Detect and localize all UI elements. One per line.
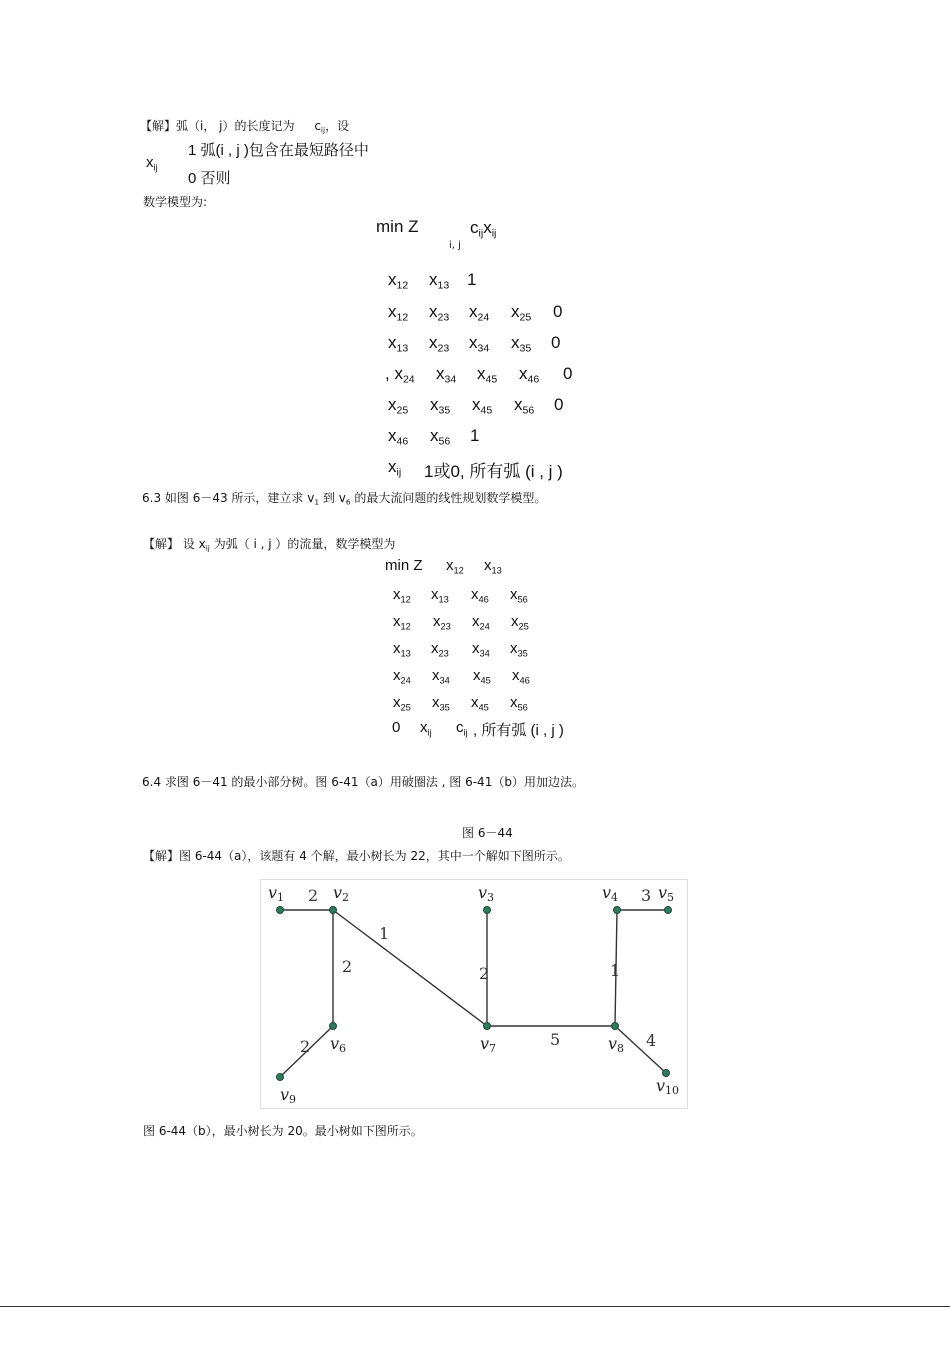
edge-weight: 1 <box>379 924 390 943</box>
intro-text: 【解】弧（i， j）的长度记为 <box>140 119 295 133</box>
math-term: , $x_{24}$ <box>385 364 415 386</box>
math-term: $x_{13}$ <box>429 270 450 292</box>
node-v3 <box>484 907 491 914</box>
math-term: $x_{35}$ <box>510 640 528 659</box>
math-term: 0 <box>563 364 573 383</box>
node-label-v3: v3 <box>478 883 495 904</box>
math-term: $x_{35}$ <box>430 395 451 417</box>
math-term: $x_{46}$ <box>512 667 530 686</box>
math-term: $x_{13}$ <box>388 333 409 355</box>
math-term: $x_{25}$ <box>511 302 532 324</box>
footer-text: 图 6-44（b），最小树长为 20。最小树如下图所示。 <box>143 1124 423 1138</box>
math-term: , 所有弧 (i , j ) <box>473 722 564 739</box>
math-term: $x_{13}$ <box>484 557 502 576</box>
node-label-v1: v1 <box>268 883 285 904</box>
math-term: 0 <box>551 333 561 352</box>
edge-weight: 3 <box>641 886 652 905</box>
edge-weight: 4 <box>646 1031 657 1050</box>
node-v8 <box>612 1023 619 1030</box>
math-term: $x_{56}$ <box>510 694 528 713</box>
edge-weight: 5 <box>550 1030 561 1049</box>
bottom-divider <box>0 1306 950 1307</box>
math-term: $x_{45}$ <box>477 364 498 386</box>
math-term: $x_{ij}$ <box>420 719 432 738</box>
edge-weight: 2 <box>300 1037 311 1056</box>
math-term: $x_{56}$ <box>430 426 451 448</box>
math-term: $x_{34}$ <box>472 640 490 659</box>
math-term: $x_{12}$ <box>446 557 464 576</box>
math-term: $x_{23}$ <box>433 613 451 632</box>
node-label-v7: v7 <box>480 1034 497 1055</box>
objective-min-z: min Z <box>376 217 419 236</box>
math-term: $c_{ij}$ <box>456 719 468 738</box>
edge-weight: 1 <box>610 961 621 980</box>
math-term: $x_{24}$ <box>472 613 490 632</box>
edge-weight: 2 <box>308 886 319 905</box>
node-v4 <box>614 907 621 914</box>
edge-v2-v7 <box>333 910 490 1026</box>
math-term: $x_{12}$ <box>393 586 411 605</box>
math-term: $x_{25}$ <box>388 395 409 417</box>
objective-sum-index: i, j <box>449 240 461 251</box>
question-6-3: 6.3 如图 6－43 所示，建立求 $v_1$ 到 $v_6$ 的最大流问题的线性规划数学模型。 <box>142 491 547 507</box>
math-term: $x_{56}$ <box>510 586 528 605</box>
node-v2 <box>330 907 337 914</box>
node-label-v6: v6 <box>330 1034 347 1055</box>
node-label-v4: v4 <box>602 883 619 904</box>
math-term: 0 <box>554 395 564 414</box>
math-term: $x_{23}$ <box>429 333 450 355</box>
math-term: $x_{34}$ <box>436 364 457 386</box>
case-zero: 0 否则 <box>188 170 231 187</box>
math-term: $x_{25}$ <box>511 613 529 632</box>
math-term: $x_{ij}$ <box>388 457 402 479</box>
math-term: $x_{12}$ <box>388 302 409 324</box>
objective-sum-term: $c_{ij}x_{ij}$ <box>470 218 497 240</box>
math-term: $x_{34}$ <box>432 667 450 686</box>
math-term: $x_{23}$ <box>429 302 450 324</box>
math-term: $x_{13}$ <box>431 586 449 605</box>
minimum-spanning-tree-graph <box>260 879 688 1109</box>
edge-weight: 2 <box>342 957 353 976</box>
math-term: min Z <box>385 557 423 574</box>
math-term: $x_{13}$ <box>393 640 411 659</box>
figure-caption: 图 6－44 <box>462 826 513 840</box>
math-term: $x_{46}$ <box>519 364 540 386</box>
graph-frame <box>261 880 688 1109</box>
intro-line <box>140 117 349 135</box>
node-v6 <box>330 1023 337 1030</box>
math-term: $x_{24}$ <box>393 667 411 686</box>
math-term: 0 <box>553 302 563 321</box>
math-term: $x_{12}$ <box>393 613 411 632</box>
math-term: $x_{45}$ <box>472 395 493 417</box>
node-v7 <box>484 1023 491 1030</box>
node-label-v5: v5 <box>658 883 675 904</box>
x-ij-definition: $x_{ij}$ <box>146 154 158 173</box>
math-term: $x_{34}$ <box>469 333 490 355</box>
node-label-v9: v9 <box>280 1085 297 1106</box>
edge-weight: 2 <box>479 964 490 983</box>
math-term: $x_{35}$ <box>511 333 532 355</box>
answer-6-3: 【解】 设 $x_{ij}$ 为弧（ i , j ）的流量，数学模型为 <box>143 537 396 553</box>
node-label-v10: v10 <box>656 1076 680 1097</box>
case-one: 1 弧(i , j )包含在最短路径中 <box>188 142 369 159</box>
math-term: $x_{12}$ <box>388 270 409 292</box>
math-term: $x_{23}$ <box>431 640 449 659</box>
intro-tail: ，设 <box>325 119 350 133</box>
math-term: 0 <box>392 719 401 736</box>
math-term: 1 <box>470 426 480 445</box>
node-label-v8: v8 <box>608 1034 625 1055</box>
node-label-v2: v2 <box>333 883 350 904</box>
math-term: $x_{46}$ <box>471 586 489 605</box>
model-label: 数学模型为: <box>143 195 208 209</box>
intro-var: $c_{ij}$ <box>314 119 326 135</box>
math-term: 1 <box>467 270 477 289</box>
math-term: $x_{35}$ <box>432 694 450 713</box>
node-v5 <box>665 907 672 914</box>
math-term: $x_{45}$ <box>471 694 489 713</box>
question-6-4: 6.4 求图 6－41 的最小部分树。图 6-41（a）用破圈法 , 图 6-41（b）用加边法。 <box>142 775 584 789</box>
answer-6-4: 【解】图 6-44（a），该题有 4 个解，最小树长为 22，其中一个解如下图所示。 <box>143 849 570 863</box>
math-term: $x_{45}$ <box>473 667 491 686</box>
math-term: $x_{25}$ <box>393 694 411 713</box>
math-term: $x_{24}$ <box>469 302 490 324</box>
math-term: $x_{56}$ <box>514 395 535 417</box>
node-v9 <box>277 1074 284 1081</box>
math-term: $x_{46}$ <box>388 426 409 448</box>
node-v1 <box>277 907 284 914</box>
math-term: 1或0, 所有弧 (i , j ) <box>424 462 563 481</box>
